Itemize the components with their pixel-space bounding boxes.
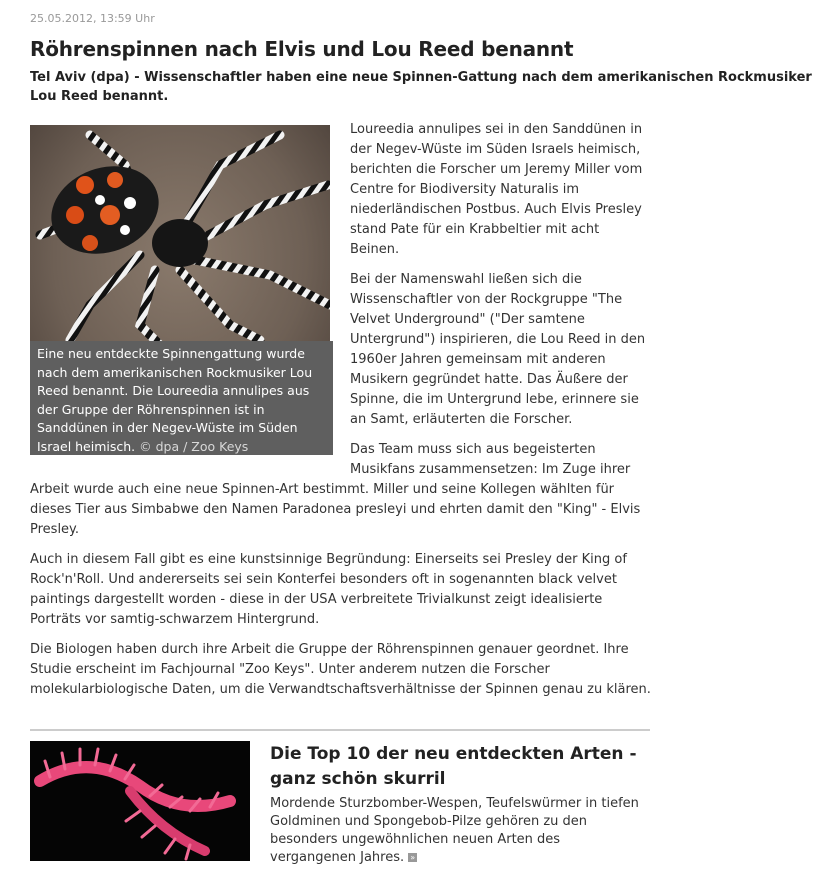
paragraph-3-continued: Arbeit wurde auch eine neue Spinnen-Art bestimmt. Miller und seine Kollegen wählten für dieses Tier aus Simbabwe den Namen Paradonea presleyi und ehrten damit den "King" - Elvis Presley. bbox=[30, 482, 641, 537]
caption-credit: © dpa / Zoo Keys bbox=[139, 438, 249, 454]
worm-photo bbox=[30, 741, 250, 861]
paragraph-1: Loureedia annulipes sei in den Sanddünen in der Negev-Wüste im Süden Israels heimisch, berichten die Forscher um Jeremy Miller vom Centre for Biodiversity Naturalis im niederländischen Postbus. Auch Elvis Presley stand Pate für ein Krabbeltier mit acht Beinen. bbox=[350, 122, 643, 257]
teaser-image[interactable] bbox=[30, 741, 250, 861]
article-figure[interactable] bbox=[30, 125, 330, 455]
paragraph-2: Bei der Namenswahl ließen sich die Wissenschaftler von der Rockgruppe "The Velvet Underground" ("Der samtene Untergrund") inspirieren, die Lou Reed in den 1960er Jahren gemeinsam mit anderen Musikern gegründet hatte. Das Äußere der Spinne, die im Untergrund lebe, erinnere sie an Samt, erläuterten die Forscher. bbox=[350, 272, 646, 427]
paragraph-3: Das Team muss sich aus begeisterten Musikfans zusammensetzen: Im Zuge ihrer bbox=[350, 442, 631, 477]
teaser-title[interactable]: Die Top 10 der neu entdeckten Arten - ganz schön skurril bbox=[270, 744, 637, 789]
caption-text: Eine neu entdeckte Spinnengattung wurde nach dem amerikanischen Rockmusiker Lou Reed benannt. Die Loureedia annulipes aus der Gruppe der Röhrenspinnen ist in Sanddünen in der Negev-Wüste im Süden Israel heimisch. bbox=[37, 346, 313, 454]
article-date: 25.05.2012, 13:59 Uhr bbox=[30, 12, 155, 25]
paragraph-5: Die Biologen haben durch ihre Arbeit die Gruppe der Röhrenspinnen genauer geordnet. Ihre Studie erscheint im Fachjournal "Zoo Keys". Unter anderem nutzen die Forscher molekularbiologische Daten, um die Verwandtschaftsverhältnisse der Spinnen genau zu klären. bbox=[30, 642, 651, 697]
teaser-description: Mordende Sturzbomber-Wespen, Teufelswürmer in tiefen Goldminen und Spongebob-Pilze gehören zu den besonders ungewöhnlichen neuen Arten des vergangenen Jahres. bbox=[270, 796, 639, 865]
teaser-text[interactable] bbox=[270, 795, 650, 867]
chevron-right-icon[interactable]: » bbox=[408, 853, 417, 862]
article-lead: Tel Aviv (dpa) - Wissenschaftler haben eine neue Spinnen-Gattung nach dem amerikanischen Rockmusiker Lou Reed benannt. bbox=[30, 70, 812, 104]
article-headline: Röhrenspinnen nach Elvis und Lou Reed benannt bbox=[30, 37, 574, 61]
section-divider bbox=[30, 729, 650, 731]
image-caption bbox=[30, 341, 333, 455]
paragraph-4: Auch in diesem Fall gibt es eine kunstsinnige Begründung: Einerseits sei Presley der King of Rock'n'Roll. Und andererseits sei sein Konterfei besonders oft in sogenannten black velvet paintings dargestellt worden - diese in der USA verbreitete Trivialkunst zeigt idealisierte Porträts vor samtig-schwarzem Hintergrund. bbox=[30, 552, 627, 627]
